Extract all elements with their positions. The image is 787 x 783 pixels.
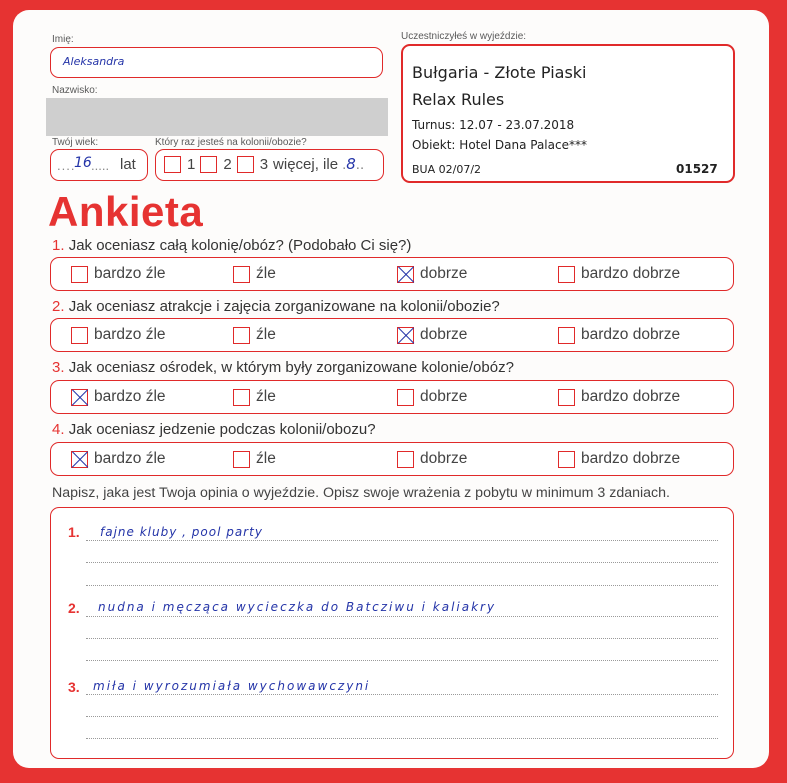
times-label: Który raz jesteś na kolonii/obozie? (155, 137, 307, 148)
surname-label: Nazwisko: (52, 85, 98, 96)
essay-answer-2: nudna i męcząca wycieczka do Batcziwu i kaliakry (98, 600, 497, 614)
q3-checkbox-bardzo-dobrze[interactable] (558, 389, 575, 406)
times-option-2: 2 (223, 155, 232, 173)
essay-num-3: 3. (68, 679, 80, 695)
q1-option-label: źle (256, 265, 276, 282)
q2-option-label: dobrze (420, 326, 468, 343)
q3-checkbox-bardzo-zle[interactable] (71, 389, 88, 406)
q4-option-label: bardzo źle (94, 450, 166, 467)
essay-line (86, 716, 718, 717)
q2-option-label: źle (256, 326, 276, 343)
essay-num-1: 1. (68, 524, 80, 540)
q1-option-label: bardzo dobrze (581, 265, 681, 282)
trip-code: BUA 02/07/2 (412, 163, 482, 176)
essay-line (86, 616, 718, 617)
essay-box[interactable] (50, 507, 734, 759)
times-checkbox-3[interactable] (237, 156, 254, 173)
essay-prompt: Napisz, jaka jest Twoja opinia o wyjeździe. Opisz swoje wrażenia z pobytu w minimum 3 zdaniach. (52, 485, 670, 501)
q3-option-label: dobrze (420, 388, 468, 405)
q1-checkbox-dobrze[interactable] (397, 266, 414, 283)
q1-option-label: dobrze (420, 265, 468, 282)
q3-option-label: źle (256, 388, 276, 405)
answer-row-3 (50, 380, 734, 414)
form-number: 01527 (676, 162, 718, 176)
q3-option-label: bardzo źle (94, 388, 166, 405)
q4-checkbox-zle[interactable] (233, 451, 250, 468)
q2-option-label: bardzo źle (94, 326, 166, 343)
q1-checkbox-bardzo-dobrze[interactable] (558, 266, 575, 283)
q3-checkbox-zle[interactable] (233, 389, 250, 406)
question-3: 3. Jak oceniasz ośrodek, w którym były zorganizowane kolonie/obóz? (52, 359, 514, 376)
age-label: Twój wiek: (52, 137, 99, 148)
q4-option-label: bardzo dobrze (581, 450, 681, 467)
essay-num-2: 2. (68, 600, 80, 616)
times-option-3: 3 (259, 155, 269, 173)
essay-line (86, 585, 718, 586)
essay-answer-3: miła i wyrozumiała wychowawczyni (93, 679, 371, 693)
trip-destination: Bułgaria - Złote Piaski (412, 63, 587, 82)
name-label: Imię: (52, 34, 74, 45)
times-field: 1 2 3 więcej, ile . 8 .. (155, 149, 384, 181)
essay-line (86, 738, 718, 739)
age-unit: lat (120, 156, 136, 173)
trip-obiekt: Obiekt: Hotel Dana Palace*** (412, 138, 587, 152)
surname-redacted (46, 98, 388, 136)
times-checkbox-1[interactable] (164, 156, 181, 173)
q1-checkbox-bardzo-zle[interactable] (71, 266, 88, 283)
answer-row-1 (50, 257, 734, 291)
question-4: 4. Jak oceniasz jedzenie podczas kolonii/obozu? (52, 421, 376, 438)
trip-label: Uczestniczyłeś w wyjeździe: (401, 31, 527, 42)
name-field[interactable] (50, 47, 383, 78)
times-option-1: 1 (187, 155, 196, 173)
essay-line (86, 638, 718, 639)
q3-option-label: bardzo dobrze (581, 388, 681, 405)
q2-option-label: bardzo dobrze (581, 326, 681, 343)
essay-line (86, 540, 718, 541)
age-field[interactable] (50, 149, 148, 181)
essay-answer-1: fajne kluby , pool party (100, 525, 263, 539)
q2-checkbox-zle[interactable] (233, 327, 250, 344)
question-1: 1. Jak oceniasz całą kolonię/obóz? (Podobało Ci się?) (52, 237, 412, 254)
essay-line (86, 562, 718, 563)
q4-checkbox-bardzo-dobrze[interactable] (558, 451, 575, 468)
age-dots-after: ..... (91, 158, 110, 173)
q1-checkbox-zle[interactable] (233, 266, 250, 283)
times-checkbox-2[interactable] (200, 156, 217, 173)
page-title: Ankieta (48, 188, 204, 235)
q2-checkbox-bardzo-zle[interactable] (71, 327, 88, 344)
age-dots: .... (57, 158, 76, 173)
answer-row-4 (50, 442, 734, 476)
trip-program: Relax Rules (412, 90, 505, 109)
q4-checkbox-bardzo-zle[interactable] (71, 451, 88, 468)
answer-row-2 (50, 318, 734, 352)
trip-turnus: Turnus: 12.07 - 23.07.2018 (412, 118, 575, 132)
name-value: Aleksandra (63, 55, 125, 68)
q1-option-label: bardzo źle (94, 265, 166, 282)
times-more-value: 8 (346, 155, 356, 173)
q4-option-label: źle (256, 450, 276, 467)
essay-line (86, 694, 718, 695)
question-2: 2. Jak oceniasz atrakcje i zajęcia zorganizowane na kolonii/obozie? (52, 298, 500, 315)
times-more-label: więcej, ile (273, 155, 339, 173)
q4-option-label: dobrze (420, 450, 468, 467)
q2-checkbox-bardzo-dobrze[interactable] (558, 327, 575, 344)
q2-checkbox-dobrze[interactable] (397, 327, 414, 344)
q3-checkbox-dobrze[interactable] (397, 389, 414, 406)
age-value: 16 (74, 155, 92, 171)
essay-line (86, 660, 718, 661)
q4-checkbox-dobrze[interactable] (397, 451, 414, 468)
